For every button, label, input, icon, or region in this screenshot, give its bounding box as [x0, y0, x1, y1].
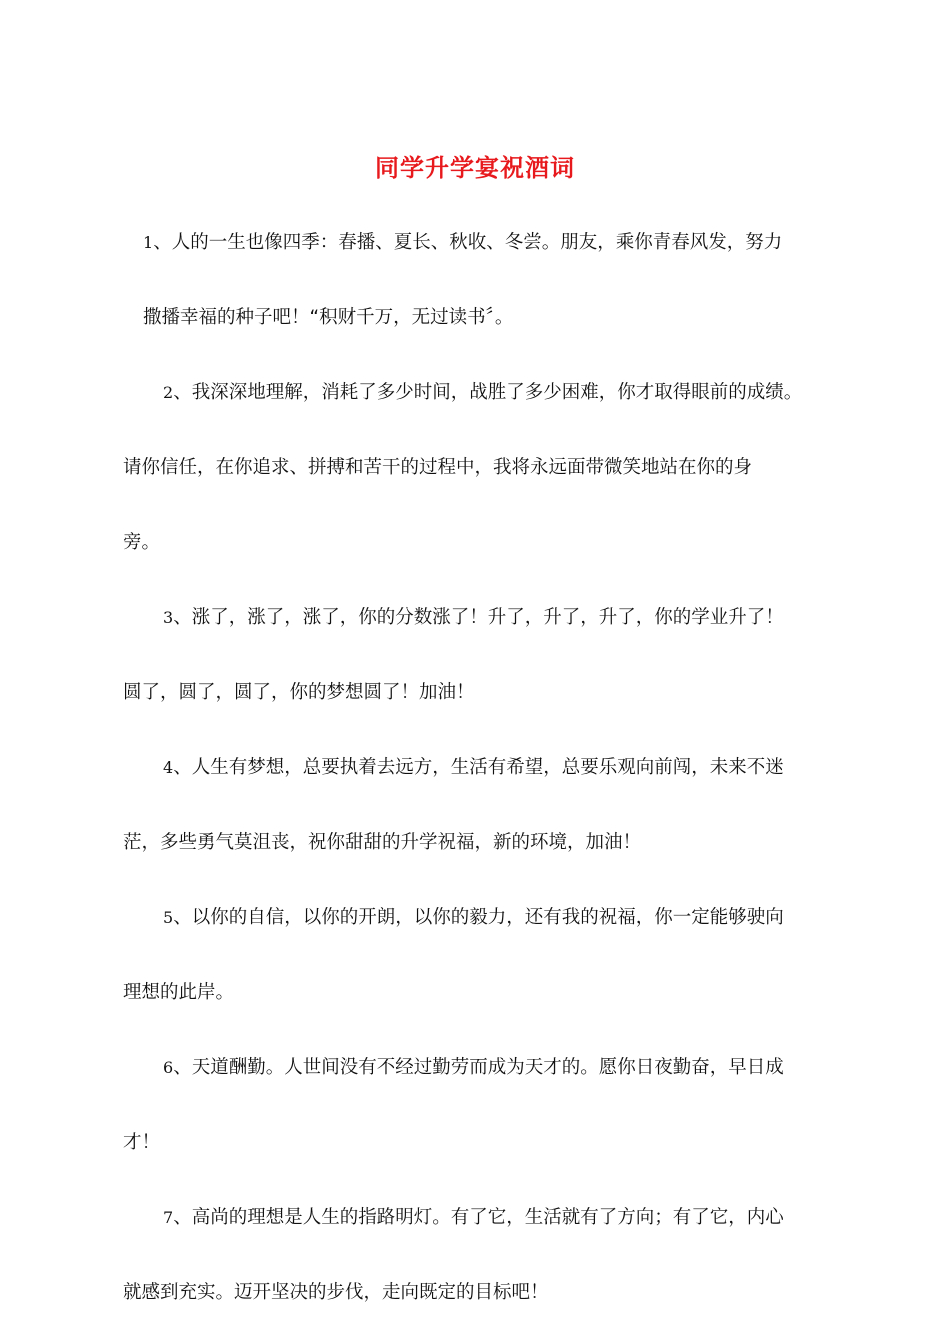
- paragraph-line: [143, 205, 823, 280]
- paragraph-number: 7: [163, 1208, 174, 1227]
- paragraph-line: 圆了，圆了，圆了，你的梦想圆了！加油！: [123, 682, 475, 703]
- paragraph-text: 、人的一生也像四季：春播、夏长、秋收、冬尝。朋友，乘你青春风发，努力: [153, 232, 783, 253]
- document-body: [123, 205, 823, 1330]
- paragraph-text: 、我深深地理解，消耗了多少时间，战胜了多少困难，你才取得眼前的成绩。: [173, 382, 803, 403]
- document-title: 同学升学宴祝酒词: [375, 153, 575, 182]
- paragraph-line: [143, 355, 823, 430]
- paragraph-number: 2: [163, 383, 174, 402]
- paragraph-text: 、以你的自信，以你的开朗，以你的毅力，还有我的祝福，你一定能够驶向: [173, 907, 784, 928]
- paragraph-line: [143, 580, 823, 655]
- paragraph-number: 1: [143, 233, 154, 252]
- paragraph-line: [143, 880, 823, 955]
- paragraph-1: [143, 205, 823, 355]
- paragraph-text: 、人生有梦想，总要执着去远方，生活有希望，总要乐观向前闯，未来不迷: [173, 757, 784, 778]
- paragraph-line: 理想的此岸。: [123, 982, 235, 1003]
- paragraph-6: [123, 1030, 823, 1180]
- paragraph-line: [143, 1180, 823, 1255]
- paragraph-7: [123, 1180, 823, 1330]
- paragraph-3: [123, 580, 823, 730]
- paragraph-4: [123, 730, 823, 880]
- paragraph-text: 、天道酬勤。人世间没有不经过勤劳而成为天才的。愿你日夜勤奋，早日成: [173, 1057, 784, 1078]
- paragraph-line: 旁。: [123, 532, 161, 553]
- paragraph-number: 3: [163, 608, 174, 627]
- paragraph-number: 6: [163, 1058, 174, 1077]
- paragraph-line: [143, 730, 823, 805]
- paragraph-number: 4: [163, 758, 174, 777]
- paragraph-text: 、高尚的理想是人生的指路明灯。有了它，生活就有了方向；有了它，内心: [173, 1207, 784, 1228]
- paragraph-5: [123, 880, 823, 1030]
- paragraph-line: 才！: [123, 1132, 161, 1153]
- paragraph-line: 撒播幸福的种子吧！“积财千万，无过读书〞。: [143, 307, 514, 328]
- paragraph-line: [143, 1030, 823, 1105]
- paragraph-line: 请你信任，在你追求、拼搏和苦干的过程中，我将永远面带微笑地站在你的身: [123, 457, 753, 478]
- paragraph-line: 就感到充实。迈开坚决的步伐，走向既定的目标吧！: [123, 1282, 549, 1303]
- paragraph-number: 5: [163, 908, 174, 927]
- paragraph-text: 、涨了，涨了，涨了，你的分数涨了！升了，升了，升了，你的学业升了！: [173, 607, 784, 628]
- paragraph-line: 茫，多些勇气莫沮丧，祝你甜甜的升学祝福，新的环境，加油！: [123, 832, 642, 853]
- paragraph-2: [123, 355, 823, 580]
